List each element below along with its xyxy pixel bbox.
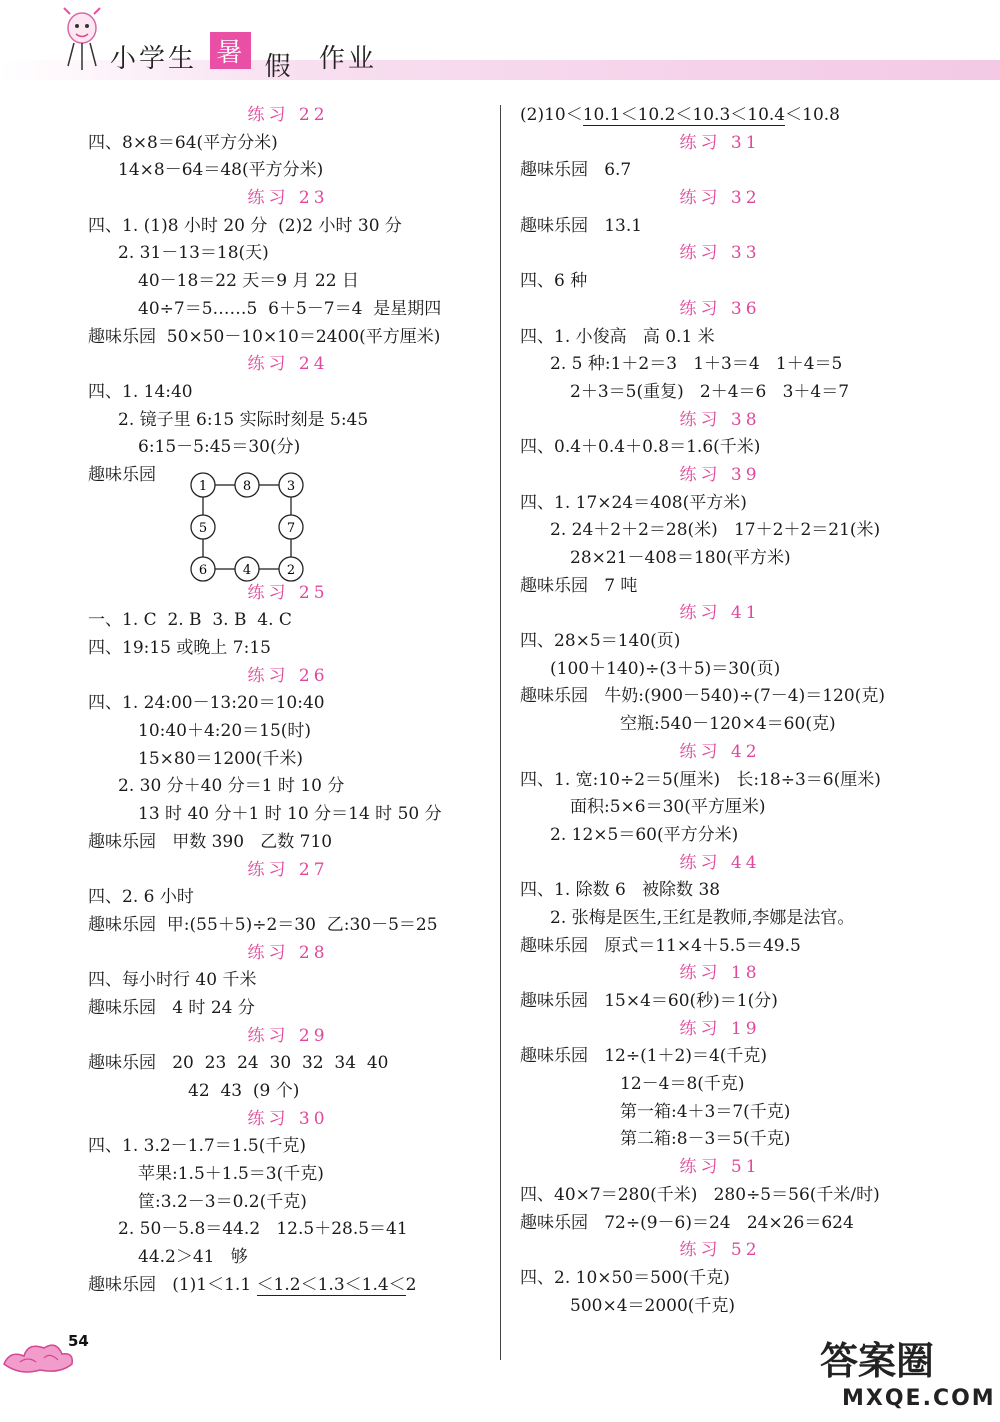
answer-line: 趣味乐园 — [88, 464, 156, 485]
exercise-heading: 练习 22 — [247, 105, 329, 125]
diagram-number: 2 — [286, 562, 296, 578]
exercise-heading: 练习 27 — [247, 859, 329, 880]
exercise-heading: 练习 41 — [679, 603, 761, 624]
answer-line: 筐:3.2－3＝0.2(千克) — [138, 1191, 307, 1212]
answer-line: 四、1. 17×24＝408(平方米) — [520, 492, 747, 513]
watermark-url: MXQE.COM — [842, 1386, 996, 1411]
answer-line: (100＋140)÷(3＋5)＝30(页) — [550, 658, 781, 679]
answer-line: 四、1. 24:00－13:20＝10:40 — [88, 693, 325, 714]
exercise-heading: 练习 44 — [679, 852, 761, 873]
answer-line: 2. 12×5＝60(平方分米) — [550, 824, 739, 845]
left-column — [88, 102, 488, 1300]
answer-line: 14×8－64＝48(平方分米) — [118, 160, 324, 181]
exercise-heading: 练习 18 — [679, 963, 761, 984]
answer-line: 四、28×5＝140(页) — [520, 631, 681, 652]
right-column — [520, 102, 920, 1320]
answer-line: 44.2＞41 够 — [138, 1247, 248, 1268]
answer-line: 2＋3＝5(重复) 2＋4＝6 3＋4＝7 — [570, 381, 850, 402]
answer-line: 四、2. 10×50＝500(千克) — [520, 1267, 730, 1288]
answer-line: 四、8×8＝64(平方分米) — [88, 132, 278, 153]
answer-line: 15×80＝1200(千米) — [138, 748, 304, 769]
answer-text: 趣味乐园 (1)1＜1.1 — [88, 1274, 257, 1295]
answer-line: 趣味乐园 牛奶:(900－540)÷(7－4)＝120(克) — [520, 686, 885, 707]
answer-line: 四、1. (1)8 小时 20 分 (2)2 小时 30 分 — [88, 215, 402, 236]
exercise-heading: 练习 36 — [679, 298, 761, 319]
answer-line: 2. 50－5.8＝44.2 12.5＋28.5＝41 — [118, 1219, 408, 1240]
answer-line: 10:40＋4:20＝15(时) — [138, 721, 312, 742]
answer-line: 42 43 (9 个) — [188, 1081, 300, 1101]
diagram-number: 3 — [286, 478, 296, 494]
answer-line: 空瓶:540－120×4＝60(克) — [620, 714, 836, 735]
title-part-3: 假 — [264, 52, 294, 82]
answer-line: 28×21－408＝180(平方米) — [570, 548, 791, 568]
answer-line: 面积:5×6＝30(平方厘米) — [570, 797, 766, 818]
title-part-2: 暑 — [210, 32, 251, 69]
answer-line: 趣味乐园 50×50－10×10＝2400(平方厘米) — [88, 326, 441, 347]
diagram-number: 5 — [198, 520, 208, 536]
answer-line: 一、1. C 2. B 3. B 4. C — [88, 610, 292, 631]
diagram-number: 7 — [286, 520, 296, 536]
answer-line: 四、1. 3.2－1.7＝1.5(千克) — [88, 1136, 306, 1157]
answer-text: 2 — [405, 1274, 417, 1295]
exercise-heading: 练习 51 — [679, 1157, 761, 1178]
answer-line — [520, 102, 920, 130]
answer-line: 四、2. 6 小时 — [88, 887, 194, 908]
answer-line: 趣味乐园 4 时 24 分 — [88, 997, 255, 1018]
answer-line: 苹果:1.5＋1.5＝3(千克) — [138, 1164, 324, 1185]
answer-line — [88, 1272, 488, 1300]
exercise-heading: 练习 38 — [679, 409, 761, 430]
book-title — [110, 38, 377, 82]
answer-line: 500×4＝2000(千克) — [570, 1295, 736, 1316]
answer-line: 四、1. 小俊高 高 0.1 米 — [520, 326, 715, 347]
answer-text: ＜10.8 — [785, 105, 840, 125]
page-header — [0, 0, 1000, 95]
answer-line: 四、0.4＋0.4＋0.8＝1.6(千米) — [520, 437, 761, 458]
answer-line: 12－4＝8(千克) — [620, 1074, 745, 1095]
title-part-4: 作业 — [318, 44, 377, 74]
answer-line: 2. 24＋2＋2＝28(米) 17＋2＋2＝21(米) — [550, 520, 881, 541]
answer-line: 2. 31－13＝18(天) — [118, 243, 269, 264]
exercise-heading: 练习 28 — [247, 942, 329, 963]
answer-line: 2. 5 种:1＋2＝3 1＋3＝4 1＋4＝5 — [550, 354, 843, 375]
answer-line: 第二箱:8－3＝5(千克) — [620, 1129, 791, 1150]
exercise-heading: 练习 33 — [679, 243, 761, 264]
watermark-logo: 答案圈 — [820, 1339, 935, 1383]
answer-line: 2. 30 分＋40 分＝1 时 10 分 — [118, 776, 345, 797]
exercise-heading: 练习 30 — [247, 1108, 329, 1129]
answer-line: 四、1. 14:40 — [88, 381, 193, 402]
answer-line: 四、40×7＝280(千米) 280÷5＝56(千米/时) — [520, 1184, 880, 1205]
exercise-heading: 练习 19 — [679, 1018, 761, 1039]
exercise-heading: 练习 23 — [247, 188, 329, 209]
diagram-number: 6 — [198, 562, 208, 578]
underlined-answer: 10.1＜10.2＜10.3＜10.4 — [582, 105, 786, 125]
answer-line: 趣味乐园 15×4＝60(秒)＝1(分) — [520, 991, 778, 1011]
answer-line: 四、6 种 — [520, 271, 588, 292]
answer-line: 四、1. 除数 6 被除数 38 — [520, 880, 721, 901]
answer-line: 40－18＝22 天＝9 月 22 日 — [138, 271, 359, 292]
answer-line: 趣味乐园 13.1 — [520, 215, 643, 236]
diagram-number: 1 — [198, 478, 208, 494]
exercise-heading: 练习 32 — [679, 188, 761, 209]
answer-line: 四、1. 宽:10÷2＝5(厘米) 长:18÷3＝6(厘米) — [520, 769, 881, 790]
exercise-heading: 练习 31 — [679, 132, 761, 153]
exercise-heading: 练习 25 — [247, 582, 329, 603]
title-part-1: 小学生 — [110, 44, 198, 74]
number-square-diagram — [186, 468, 316, 580]
answer-line: 第一箱:4＋3＝7(千克) — [620, 1101, 791, 1122]
answer-line: 13 时 40 分＋1 时 10 分＝14 时 50 分 — [138, 804, 442, 825]
exercise-heading: 练习 29 — [247, 1025, 329, 1046]
page-number: 54 — [68, 1332, 89, 1350]
answer-line: 趣味乐园 6.7 — [520, 160, 632, 181]
mascot-icon — [54, 6, 110, 74]
answer-line: 趣味乐园 原式＝11×4＋5.5＝49.5 — [520, 935, 801, 956]
answer-line: 趣味乐园 甲数 390 乙数 710 — [88, 831, 333, 852]
exercise-heading: 练习 39 — [679, 464, 761, 485]
answer-line: 趣味乐园 72÷(9－6)＝24 24×26＝624 — [520, 1212, 854, 1233]
answer-line: 四、19:15 或晚上 7:15 — [88, 638, 271, 658]
underlined-answer: ＜1.2＜1.3＜1.4＜ — [256, 1274, 406, 1295]
diagram-number: 8 — [242, 478, 252, 494]
exercise-heading: 练习 52 — [679, 1240, 761, 1261]
answer-line: 2. 张梅是医生,王红是教师,李娜是法官。 — [550, 907, 855, 928]
answer-line: 四、每小时行 40 千米 — [88, 970, 257, 991]
answer-line: 40÷7＝5……5 6＋5－7＝4 是星期四 — [138, 298, 442, 319]
exercise-heading: 练习 26 — [247, 665, 329, 686]
answer-line: 趣味乐园 甲:(55＋5)÷2＝30 乙:30－5＝25 — [88, 914, 438, 935]
answer-text: (2)10＜ — [520, 105, 583, 125]
column-divider — [500, 105, 501, 1360]
answer-line: 2. 镜子里 6:15 实际时刻是 5:45 — [118, 409, 369, 430]
exercise-heading: 练习 42 — [679, 741, 761, 762]
answer-line: 6:15－5:45＝30(分) — [138, 437, 301, 458]
answer-line: 趣味乐园 12÷(1＋2)＝4(千克) — [520, 1046, 768, 1067]
exercise-heading: 练习 24 — [247, 354, 329, 375]
diagram-number: 4 — [242, 562, 252, 578]
answer-line: 趣味乐园 20 23 24 30 32 34 40 — [88, 1053, 389, 1074]
answer-line: 趣味乐园 7 吨 — [520, 575, 638, 596]
